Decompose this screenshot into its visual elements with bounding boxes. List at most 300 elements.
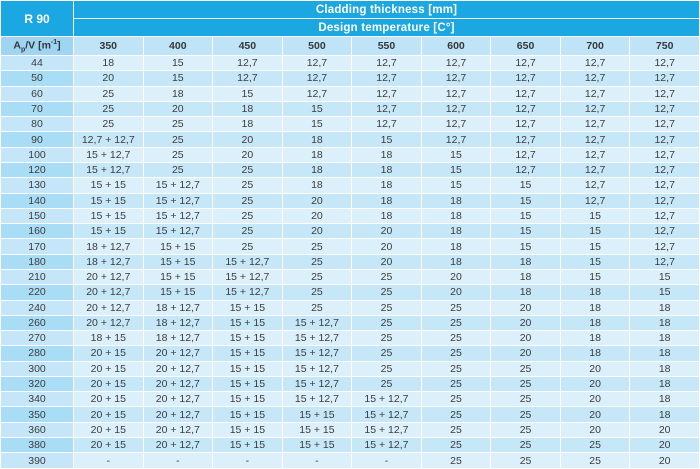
cell-av300-t550: 25 — [352, 361, 422, 376]
av-label-superscript: -1 — [50, 38, 58, 46]
cell-av220-t350: 20 + 12,7 — [74, 285, 144, 300]
cell-av180-t450: 15 + 12,7 — [213, 254, 283, 269]
cell-av90-t500: 18 — [282, 132, 352, 147]
cell-av160-t500: 20 — [282, 224, 352, 239]
column-header-400: 400 — [143, 37, 213, 56]
row-header-av-130: 130 — [1, 178, 74, 193]
cell-av390-t750: 20 — [630, 453, 700, 469]
cell-av60-t500: 12,7 — [282, 86, 352, 101]
cell-av120-t350: 15 + 12,7 — [74, 162, 144, 177]
cell-av180-t500: 25 — [282, 254, 352, 269]
row-header-av-100: 100 — [1, 147, 74, 162]
row-header-av-140: 140 — [1, 193, 74, 208]
cell-av270-t600: 25 — [421, 331, 491, 346]
cell-av160-t450: 25 — [213, 224, 283, 239]
cell-av270-t500: 15 + 12,7 — [282, 331, 352, 346]
cell-av140-t400: 15 + 12,7 — [143, 193, 213, 208]
cell-av320-t650: 25 — [491, 376, 561, 391]
row-header-av-350: 350 — [1, 407, 74, 422]
cell-av80-t750: 12,7 — [630, 117, 700, 132]
cell-av60-t750: 12,7 — [630, 86, 700, 101]
cell-av350-t650: 25 — [491, 407, 561, 422]
cell-av130-t400: 15 + 12,7 — [143, 178, 213, 193]
cell-av210-t500: 25 — [282, 269, 352, 284]
cell-av240-t550: 25 — [352, 300, 422, 315]
cell-av240-t450: 15 + 15 — [213, 300, 283, 315]
resistance-rating-label: R 90 — [1, 1, 74, 37]
cell-av130-t550: 18 — [352, 178, 422, 193]
column-header-700: 700 — [560, 37, 630, 56]
cell-av360-t550: 15 + 12,7 — [352, 422, 422, 437]
table-row-av-150 — [1, 208, 700, 223]
row-header-av-70: 70 — [1, 101, 74, 116]
cell-av180-t550: 20 — [352, 254, 422, 269]
cell-av220-t750: 15 — [630, 285, 700, 300]
cell-av44-t650: 12,7 — [491, 56, 561, 71]
table-row-av-220 — [1, 285, 700, 300]
cell-av100-t550: 18 — [352, 147, 422, 162]
cell-av170-t550: 20 — [352, 239, 422, 254]
row-header-av-180: 180 — [1, 254, 74, 269]
cell-av50-t500: 12,7 — [282, 71, 352, 86]
table-row-av-260 — [1, 315, 700, 330]
cell-av340-t700: 20 — [560, 392, 630, 407]
row-header-av-170: 170 — [1, 239, 74, 254]
row-header-av-390: 390 — [1, 453, 74, 469]
cell-av70-t650: 12,7 — [491, 101, 561, 116]
cell-av150-t650: 15 — [491, 208, 561, 223]
row-header-av-220: 220 — [1, 285, 74, 300]
column-header-650: 650 — [491, 37, 561, 56]
cell-av260-t350: 20 + 12,7 — [74, 315, 144, 330]
cell-av300-t350: 20 + 15 — [74, 361, 144, 376]
cell-av80-t400: 25 — [143, 117, 213, 132]
cell-av170-t400: 15 + 15 — [143, 239, 213, 254]
cell-av70-t400: 20 — [143, 101, 213, 116]
cell-av70-t350: 25 — [74, 101, 144, 116]
cell-av380-t400: 20 + 12,7 — [143, 438, 213, 453]
cell-av320-t750: 18 — [630, 376, 700, 391]
cell-av60-t400: 18 — [143, 86, 213, 101]
row-header-av-360: 360 — [1, 422, 74, 437]
cell-av210-t350: 20 + 12,7 — [74, 269, 144, 284]
table-row-av-50 — [1, 71, 700, 86]
av-label-mid: /V [m — [25, 39, 51, 52]
table-row-av-160 — [1, 224, 700, 239]
cell-av240-t650: 20 — [491, 300, 561, 315]
table-row-av-380 — [1, 438, 700, 453]
cell-av70-t550: 12,7 — [352, 101, 422, 116]
cell-av90-t600: 12,7 — [421, 132, 491, 147]
cell-av140-t350: 15 + 15 — [74, 193, 144, 208]
cell-av120-t600: 15 — [421, 162, 491, 177]
table-row-av-180 — [1, 254, 700, 269]
cell-av100-t700: 12,7 — [560, 147, 630, 162]
cell-av380-t650: 25 — [491, 438, 561, 453]
cell-av300-t700: 20 — [560, 361, 630, 376]
cell-av260-t500: 15 + 12,7 — [282, 315, 352, 330]
av-label-suffix: ] — [57, 39, 61, 52]
cell-av140-t500: 20 — [282, 193, 352, 208]
cell-av300-t600: 25 — [421, 361, 491, 376]
cell-av300-t500: 15 + 12,7 — [282, 361, 352, 376]
cell-av44-t500: 12,7 — [282, 56, 352, 71]
table-row-av-60 — [1, 86, 700, 101]
cell-av50-t550: 12,7 — [352, 71, 422, 86]
cell-av140-t650: 15 — [491, 193, 561, 208]
cell-av130-t700: 12,7 — [560, 178, 630, 193]
cell-av350-t500: 15 + 15 — [282, 407, 352, 422]
cell-av260-t700: 18 — [560, 315, 630, 330]
cell-av270-t450: 15 + 15 — [213, 331, 283, 346]
cell-av60-t550: 12,7 — [352, 86, 422, 101]
cell-av340-t650: 25 — [491, 392, 561, 407]
cell-av220-t550: 25 — [352, 285, 422, 300]
cell-av280-t500: 15 + 12,7 — [282, 346, 352, 361]
cell-av150-t750: 12,7 — [630, 208, 700, 223]
cell-av340-t550: 15 + 12,7 — [352, 392, 422, 407]
cell-av120-t700: 12,7 — [560, 162, 630, 177]
cell-av160-t350: 15 + 15 — [74, 224, 144, 239]
cell-av270-t750: 18 — [630, 331, 700, 346]
row-header-av-80: 80 — [1, 117, 74, 132]
cell-av340-t500: 15 + 12,7 — [282, 392, 352, 407]
cell-av300-t650: 25 — [491, 361, 561, 376]
cell-av380-t700: 25 — [560, 438, 630, 453]
cell-av270-t400: 18 + 12,7 — [143, 331, 213, 346]
cell-av100-t450: 20 — [213, 147, 283, 162]
row-header-av-300: 300 — [1, 361, 74, 376]
cell-av50-t750: 12,7 — [630, 71, 700, 86]
cell-av44-t600: 12,7 — [421, 56, 491, 71]
cell-av130-t750: 12,7 — [630, 178, 700, 193]
cell-av60-t700: 12,7 — [560, 86, 630, 101]
cell-av260-t400: 18 + 12,7 — [143, 315, 213, 330]
cell-av50-t450: 12,7 — [213, 71, 283, 86]
cell-av80-t500: 15 — [282, 117, 352, 132]
row-header-av-90: 90 — [1, 132, 74, 147]
cell-av140-t550: 18 — [352, 193, 422, 208]
table-row-av-390 — [1, 453, 700, 469]
cell-av80-t550: 12,7 — [352, 117, 422, 132]
cell-av360-t450: 15 + 15 — [213, 422, 283, 437]
cell-av90-t650: 12,7 — [491, 132, 561, 147]
cell-av380-t500: 15 + 15 — [282, 438, 352, 453]
cell-av130-t500: 18 — [282, 178, 352, 193]
cell-av260-t750: 18 — [630, 315, 700, 330]
cell-av130-t450: 25 — [213, 178, 283, 193]
column-header-750: 750 — [630, 37, 700, 56]
cell-av180-t400: 15 + 15 — [143, 254, 213, 269]
row-header-av-340: 340 — [1, 392, 74, 407]
cell-av320-t400: 20 + 12,7 — [143, 376, 213, 391]
cell-av220-t450: 15 + 12,7 — [213, 285, 283, 300]
cell-av390-t400: - — [143, 453, 213, 469]
cell-av280-t400: 20 + 12,7 — [143, 346, 213, 361]
table-row-av-44 — [1, 56, 700, 71]
table-row-av-120 — [1, 162, 700, 177]
cell-av260-t650: 20 — [491, 315, 561, 330]
cell-av170-t650: 15 — [491, 239, 561, 254]
table-row-av-300 — [1, 361, 700, 376]
cell-av70-t500: 15 — [282, 101, 352, 116]
cell-av380-t550: 15 + 12,7 — [352, 438, 422, 453]
cell-av380-t450: 15 + 15 — [213, 438, 283, 453]
cell-av360-t700: 20 — [560, 422, 630, 437]
column-header-600: 600 — [421, 37, 491, 56]
cell-av170-t500: 25 — [282, 239, 352, 254]
column-header-550: 550 — [352, 37, 422, 56]
cell-av210-t700: 15 — [560, 269, 630, 284]
cell-av180-t750: 12,7 — [630, 254, 700, 269]
cell-av320-t700: 20 — [560, 376, 630, 391]
table-row-av-170 — [1, 239, 700, 254]
cladding-title-row — [1, 1, 700, 19]
cell-av180-t350: 18 + 12,7 — [74, 254, 144, 269]
row-header-av-44: 44 — [1, 56, 74, 71]
cell-av210-t750: 15 — [630, 269, 700, 284]
cell-av240-t500: 25 — [282, 300, 352, 315]
cell-av350-t400: 20 + 12,7 — [143, 407, 213, 422]
cell-av380-t600: 25 — [421, 438, 491, 453]
cell-av280-t650: 20 — [491, 346, 561, 361]
cell-av170-t750: 12,7 — [630, 239, 700, 254]
cell-av80-t350: 25 — [74, 117, 144, 132]
cell-av100-t350: 15 + 12,7 — [74, 147, 144, 162]
cell-av70-t750: 12,7 — [630, 101, 700, 116]
row-header-av-60: 60 — [1, 86, 74, 101]
cell-av100-t400: 25 — [143, 147, 213, 162]
cell-av120-t650: 12,7 — [491, 162, 561, 177]
cell-av160-t650: 15 — [491, 224, 561, 239]
cell-av180-t600: 18 — [421, 254, 491, 269]
cell-av280-t750: 18 — [630, 346, 700, 361]
cell-av220-t700: 18 — [560, 285, 630, 300]
cell-av280-t450: 15 + 15 — [213, 346, 283, 361]
cell-av80-t650: 12,7 — [491, 117, 561, 132]
column-header-450: 450 — [213, 37, 283, 56]
table-row-av-360 — [1, 422, 700, 437]
row-header-av-50: 50 — [1, 71, 74, 86]
cell-av270-t700: 18 — [560, 331, 630, 346]
cell-av70-t600: 12,7 — [421, 101, 491, 116]
cell-av180-t650: 18 — [491, 254, 561, 269]
table-row-av-100 — [1, 147, 700, 162]
cell-av70-t700: 12,7 — [560, 101, 630, 116]
cell-av50-t400: 15 — [143, 71, 213, 86]
cell-av270-t650: 20 — [491, 331, 561, 346]
cell-av50-t650: 12,7 — [491, 71, 561, 86]
cell-av390-t350: - — [74, 453, 144, 469]
cell-av220-t500: 25 — [282, 285, 352, 300]
cell-av320-t500: 15 + 12,7 — [282, 376, 352, 391]
cell-av360-t650: 25 — [491, 422, 561, 437]
cell-av80-t700: 12,7 — [560, 117, 630, 132]
cell-av240-t600: 25 — [421, 300, 491, 315]
cell-av380-t350: 20 + 15 — [74, 438, 144, 453]
cell-av350-t550: 15 + 12,7 — [352, 407, 422, 422]
cell-av390-t650: 25 — [491, 453, 561, 469]
cell-av210-t400: 15 + 15 — [143, 269, 213, 284]
cell-av140-t700: 12,7 — [560, 193, 630, 208]
cell-av340-t450: 15 + 15 — [213, 392, 283, 407]
cell-av160-t400: 15 + 12,7 — [143, 224, 213, 239]
cell-av90-t550: 15 — [352, 132, 422, 147]
cell-av90-t750: 12,7 — [630, 132, 700, 147]
cell-av350-t450: 15 + 15 — [213, 407, 283, 422]
cell-av100-t600: 15 — [421, 147, 491, 162]
cell-av390-t500: - — [282, 453, 352, 469]
cell-av130-t600: 15 — [421, 178, 491, 193]
cell-av60-t350: 25 — [74, 86, 144, 101]
cell-av170-t600: 18 — [421, 239, 491, 254]
cell-av50-t600: 12,7 — [421, 71, 491, 86]
cell-av360-t500: 15 + 15 — [282, 422, 352, 437]
cell-av300-t750: 18 — [630, 361, 700, 376]
cell-av120-t450: 25 — [213, 162, 283, 177]
cell-av44-t400: 15 — [143, 56, 213, 71]
cell-av150-t600: 18 — [421, 208, 491, 223]
row-header-av-210: 210 — [1, 269, 74, 284]
cell-av150-t350: 15 + 15 — [74, 208, 144, 223]
row-header-av-380: 380 — [1, 438, 74, 453]
table-row-av-140 — [1, 193, 700, 208]
table-row-av-90 — [1, 132, 700, 147]
table-row-av-130 — [1, 178, 700, 193]
cell-av280-t550: 25 — [352, 346, 422, 361]
cell-av44-t700: 12,7 — [560, 56, 630, 71]
cell-av130-t350: 15 + 15 — [74, 178, 144, 193]
cell-av270-t350: 18 + 15 — [74, 331, 144, 346]
row-header-av-280: 280 — [1, 346, 74, 361]
table-row-av-350 — [1, 407, 700, 422]
cell-av280-t350: 20 + 15 — [74, 346, 144, 361]
cell-av150-t400: 15 + 12,7 — [143, 208, 213, 223]
cell-av360-t400: 20 + 12,7 — [143, 422, 213, 437]
cell-av360-t600: 25 — [421, 422, 491, 437]
cell-av150-t500: 20 — [282, 208, 352, 223]
cell-av140-t450: 25 — [213, 193, 283, 208]
cell-av260-t600: 25 — [421, 315, 491, 330]
cell-av280-t600: 25 — [421, 346, 491, 361]
cell-av150-t450: 25 — [213, 208, 283, 223]
column-header-row — [1, 37, 700, 56]
av-ratio-label — [1, 37, 74, 56]
cell-av280-t700: 18 — [560, 346, 630, 361]
cell-av60-t650: 12,7 — [491, 86, 561, 101]
row-header-av-150: 150 — [1, 208, 74, 223]
cell-av350-t350: 20 + 15 — [74, 407, 144, 422]
cell-av90-t700: 12,7 — [560, 132, 630, 147]
cell-av160-t550: 20 — [352, 224, 422, 239]
cell-av50-t350: 20 — [74, 71, 144, 86]
cell-av260-t450: 15 + 15 — [213, 315, 283, 330]
row-header-av-270: 270 — [1, 331, 74, 346]
cell-av90-t400: 25 — [143, 132, 213, 147]
column-header-500: 500 — [282, 37, 352, 56]
cell-av320-t550: 25 — [352, 376, 422, 391]
row-header-av-160: 160 — [1, 224, 74, 239]
cell-av390-t700: 25 — [560, 453, 630, 469]
table-row-av-80 — [1, 117, 700, 132]
cell-av100-t500: 18 — [282, 147, 352, 162]
cell-av100-t650: 12,7 — [491, 147, 561, 162]
cell-av320-t600: 25 — [421, 376, 491, 391]
cell-av80-t450: 18 — [213, 117, 283, 132]
table-row-av-340 — [1, 392, 700, 407]
cell-av120-t400: 25 — [143, 162, 213, 177]
cell-av390-t450: - — [213, 453, 283, 469]
cell-av60-t450: 15 — [213, 86, 283, 101]
cell-av240-t350: 20 + 12,7 — [74, 300, 144, 315]
cell-av160-t700: 15 — [560, 224, 630, 239]
cell-av70-t450: 18 — [213, 101, 283, 116]
cell-av80-t600: 12,7 — [421, 117, 491, 132]
table-row-av-280 — [1, 346, 700, 361]
cell-av380-t750: 20 — [630, 438, 700, 453]
cell-av260-t550: 25 — [352, 315, 422, 330]
cell-av220-t650: 18 — [491, 285, 561, 300]
cell-av390-t600: 25 — [421, 453, 491, 469]
cell-av350-t600: 25 — [421, 407, 491, 422]
cell-av44-t550: 12,7 — [352, 56, 422, 71]
cell-av240-t400: 18 + 12,7 — [143, 300, 213, 315]
table-row-av-70 — [1, 101, 700, 116]
cell-av390-t550: - — [352, 453, 422, 469]
cell-av160-t600: 18 — [421, 224, 491, 239]
cell-av44-t750: 12,7 — [630, 56, 700, 71]
cell-av130-t650: 15 — [491, 178, 561, 193]
cell-av210-t450: 15 + 12,7 — [213, 269, 283, 284]
cell-av360-t350: 20 + 15 — [74, 422, 144, 437]
cell-av44-t450: 12,7 — [213, 56, 283, 71]
cell-av160-t750: 12,7 — [630, 224, 700, 239]
table-row-av-320 — [1, 376, 700, 391]
cell-av300-t450: 15 + 15 — [213, 361, 283, 376]
cell-av90-t350: 12,7 + 12,7 — [74, 132, 144, 147]
design-temperature-title: Design temperature [C°] — [74, 19, 700, 37]
cell-av170-t450: 25 — [213, 239, 283, 254]
cell-av340-t750: 18 — [630, 392, 700, 407]
cell-av340-t600: 25 — [421, 392, 491, 407]
cell-av100-t750: 12,7 — [630, 147, 700, 162]
table-row-av-210 — [1, 269, 700, 284]
av-label-subscript: p — [20, 46, 26, 54]
cell-av120-t550: 18 — [352, 162, 422, 177]
cell-av120-t750: 12,7 — [630, 162, 700, 177]
cell-av120-t500: 18 — [282, 162, 352, 177]
cell-av350-t750: 18 — [630, 407, 700, 422]
design-temperature-row — [1, 19, 700, 37]
cell-av350-t700: 20 — [560, 407, 630, 422]
cell-av150-t550: 18 — [352, 208, 422, 223]
cell-av44-t350: 18 — [74, 56, 144, 71]
av-label-prefix: A — [13, 39, 21, 52]
row-header-av-240: 240 — [1, 300, 74, 315]
cell-av90-t450: 20 — [213, 132, 283, 147]
row-header-av-320: 320 — [1, 376, 74, 391]
cell-av300-t400: 20 + 12,7 — [143, 361, 213, 376]
cell-av210-t650: 18 — [491, 269, 561, 284]
cell-av240-t750: 18 — [630, 300, 700, 315]
table-row-av-240 — [1, 300, 700, 315]
cell-av140-t750: 12,7 — [630, 193, 700, 208]
column-header-350: 350 — [74, 37, 144, 56]
cell-av320-t350: 20 + 15 — [74, 376, 144, 391]
cell-av360-t750: 20 — [630, 422, 700, 437]
cell-av220-t400: 15 + 15 — [143, 285, 213, 300]
cell-av220-t600: 20 — [421, 285, 491, 300]
